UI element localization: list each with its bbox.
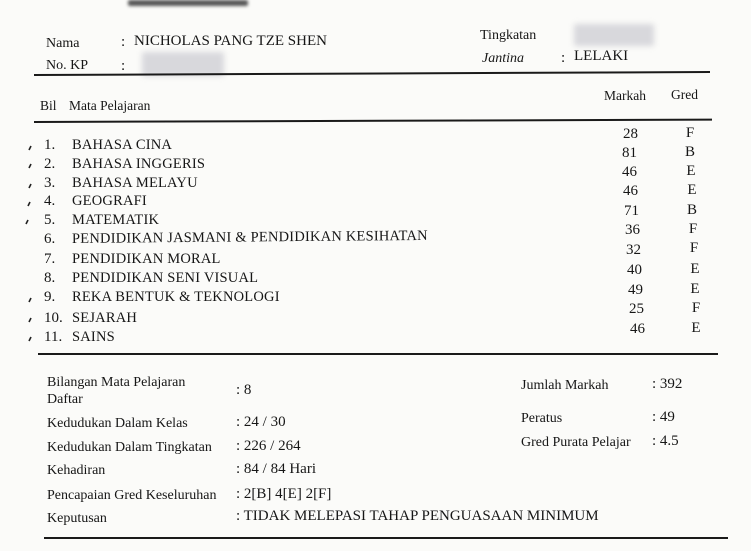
row-number: 7. bbox=[44, 251, 56, 267]
subject-name: REKA BENTUK & TEKNOLOGI bbox=[72, 289, 280, 305]
subject-marks: 46 bbox=[623, 183, 638, 199]
col-grade-header: Gred bbox=[671, 87, 698, 102]
subject-name: PENDIDIKAN JASMANI & PENDIDIKAN KESIHATAN bbox=[71, 227, 428, 247]
subject-marks: 32 bbox=[626, 242, 641, 258]
subject-grade: F bbox=[689, 240, 699, 256]
subject-grade: E bbox=[690, 281, 700, 297]
student-name: NICHOLAS PANG TZE SHEN bbox=[134, 33, 327, 49]
gender-value: LELAKI bbox=[574, 48, 629, 64]
subject-grade: B bbox=[686, 202, 697, 218]
row-number: 3. bbox=[44, 175, 56, 191]
subject-marks: 28 bbox=[623, 126, 638, 142]
subject-grade: B bbox=[684, 144, 695, 160]
col-subject-header: Mata Pelajaran bbox=[69, 98, 151, 113]
name-separator: : bbox=[121, 34, 126, 50]
col-no-header: Bil bbox=[40, 98, 57, 113]
row-number: 6. bbox=[44, 231, 56, 247]
top-cutoff-text bbox=[128, 0, 248, 6]
row-number: 1. bbox=[44, 137, 56, 153]
margin-tick-marks bbox=[20, 135, 63, 355]
row-number: 4. bbox=[44, 193, 56, 209]
subject-marks: 36 bbox=[625, 222, 640, 238]
total-marks-label: Jumlah Markah bbox=[521, 378, 609, 393]
row-number: 5. bbox=[44, 212, 56, 228]
subject-marks: 71 bbox=[624, 203, 639, 219]
class-rank-value: : 24 / 30 bbox=[236, 414, 286, 430]
subject-name: BAHASA INGGERIS bbox=[72, 156, 206, 172]
divider-table-bottom bbox=[38, 353, 718, 355]
gender-label: Jantina bbox=[482, 51, 524, 66]
subject-name: PENDIDIKAN SENI VISUAL bbox=[72, 270, 259, 286]
subject-marks: 46 bbox=[622, 164, 637, 180]
decision-value: : TIDAK MELEPASI TAHAP PENGUASAAN MINIMUM bbox=[236, 508, 599, 524]
subject-name: SAINS bbox=[72, 329, 115, 345]
form-label: Tingkatan bbox=[480, 28, 537, 43]
form-value-redacted bbox=[574, 24, 654, 46]
divider-header bbox=[34, 119, 712, 123]
attendance-label: Kehadiran bbox=[47, 463, 106, 478]
subject-grade: F bbox=[691, 300, 701, 316]
attendance-value: : 84 / 84 Hari bbox=[236, 461, 316, 477]
subjects-count-value: : 8 bbox=[236, 382, 252, 398]
subject-marks: 49 bbox=[628, 282, 643, 298]
row-number: 10. bbox=[44, 310, 63, 326]
col-marks-header: Markah bbox=[604, 88, 646, 103]
subject-grade: F bbox=[688, 221, 698, 237]
subject-name: GEOGRAFI bbox=[72, 193, 147, 209]
gpa-value: : 4.5 bbox=[652, 433, 679, 449]
subject-name: SEJARAH bbox=[72, 310, 138, 326]
subject-marks: 40 bbox=[627, 262, 642, 278]
subjects-count-label-2: Daftar bbox=[47, 392, 83, 407]
subject-name: BAHASA CINA bbox=[72, 137, 173, 153]
subject-marks: 25 bbox=[629, 301, 644, 317]
form-rank-label: Kedudukan Dalam Tingkatan bbox=[47, 440, 212, 455]
subjects-count-label-1: Bilangan Mata Pelajaran bbox=[47, 375, 186, 390]
gender-separator: : bbox=[561, 50, 566, 66]
form-rank-value: : 226 / 264 bbox=[236, 438, 301, 454]
name-label: Nama bbox=[46, 36, 80, 51]
row-number: 8. bbox=[44, 270, 56, 286]
row-number: 9. bbox=[44, 289, 56, 305]
total-marks-value: : 392 bbox=[652, 376, 683, 392]
subject-grade: E bbox=[686, 163, 696, 179]
row-number: 2. bbox=[44, 156, 56, 172]
percentage-value: : 49 bbox=[652, 409, 675, 425]
subject-grade: F bbox=[685, 125, 695, 141]
subject-grade: E bbox=[687, 182, 697, 198]
subject-name: PENDIDIKAN MORAL bbox=[72, 251, 221, 267]
subject-grade: E bbox=[690, 261, 700, 277]
divider-bottom bbox=[44, 537, 728, 539]
row-number: 11. bbox=[44, 329, 63, 345]
subject-name: BAHASA MELAYU bbox=[72, 175, 198, 191]
subject-name: MATEMATIK bbox=[72, 212, 160, 228]
achievement-value: : 2[B] 4[E] 2[F] bbox=[236, 486, 332, 502]
subject-marks: 81 bbox=[622, 145, 637, 161]
ic-separator: : bbox=[121, 58, 126, 74]
gpa-label: Gred Purata Pelajar bbox=[521, 435, 631, 450]
subject-grade: E bbox=[691, 320, 701, 336]
ic-label: No. KP bbox=[46, 58, 89, 73]
achievement-label: Pencapaian Gred Keseluruhan bbox=[47, 488, 217, 503]
subject-marks: 46 bbox=[630, 321, 645, 337]
percentage-label: Peratus bbox=[521, 411, 563, 426]
class-rank-label: Kedudukan Dalam Kelas bbox=[47, 416, 188, 431]
divider-top bbox=[34, 71, 710, 76]
decision-label: Keputusan bbox=[47, 511, 107, 526]
